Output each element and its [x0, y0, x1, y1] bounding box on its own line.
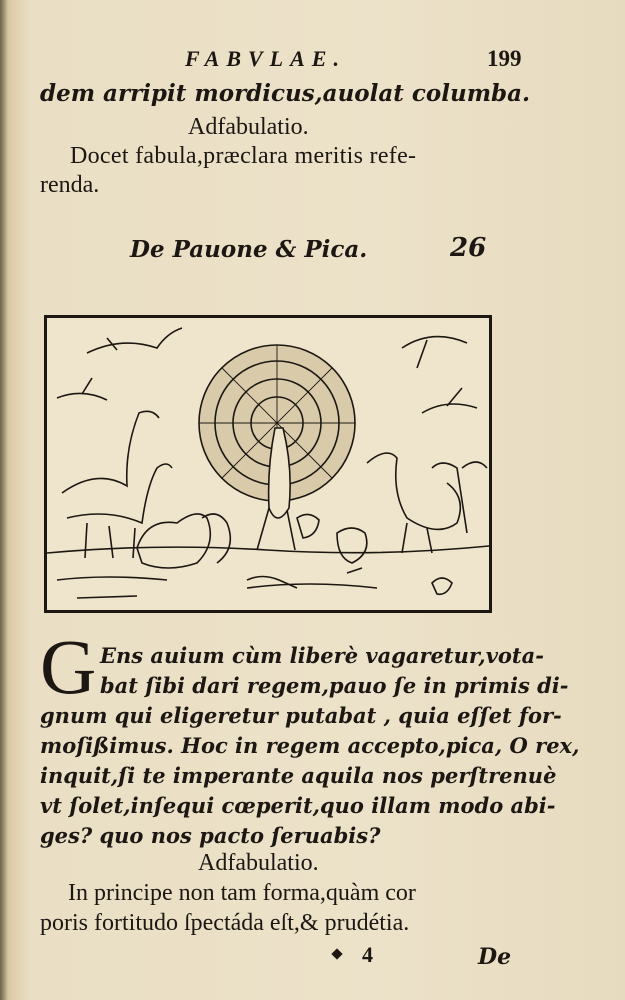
gutter-shadow	[0, 0, 8, 1000]
signature-mark-icon	[331, 948, 342, 959]
signature-number: 4	[362, 942, 373, 967]
adfabulatio-heading-bottom: Adfabulatio.	[198, 850, 319, 876]
fable-number: 26	[450, 233, 487, 263]
moral-line-1: Docet fabula,præclara meritis refe-	[70, 143, 417, 169]
previous-fable-ending: dem arripit mordicus,auolat columba.	[40, 80, 531, 107]
body-line-5: inquit,ſi te imperante aquila nos perſtrenuè	[40, 763, 557, 788]
adfabulatio-heading-top: Adfabulatio.	[188, 114, 309, 140]
bottom-moral-line-1: In principe non tam forma,quàm cor	[68, 880, 416, 906]
catchword: De	[478, 944, 512, 970]
moral-line-2: renda.	[40, 172, 100, 198]
bottom-moral-line-2: poris fortitudo ſpectáda eſt,& prudétia.	[40, 910, 410, 936]
fable-title: De Pauone & Pica.	[130, 236, 368, 263]
body-line-3: gnum qui eligeretur putabat , quia eſſet for-	[40, 703, 562, 728]
running-head: FABVLAE.	[185, 46, 346, 71]
page-number: 199	[487, 46, 522, 71]
body-line-1: Ens auium cùm liberè vagaretur,vota-	[100, 643, 544, 668]
body-line-6: vt ſolet,inſequi cœperit,quo illam modo abi-	[40, 793, 556, 818]
peacock-woodcut-icon	[44, 315, 492, 613]
body-line-7: ges? quo nos pacto ſeruabis?	[40, 823, 381, 848]
body-line-2: bat ſibi dari regem,pauo ſe in primis di-	[100, 673, 569, 698]
drop-cap: G	[40, 623, 97, 710]
body-line-4: moſißimus. Hoc in regem accepto,pica, O rex,	[40, 733, 580, 758]
